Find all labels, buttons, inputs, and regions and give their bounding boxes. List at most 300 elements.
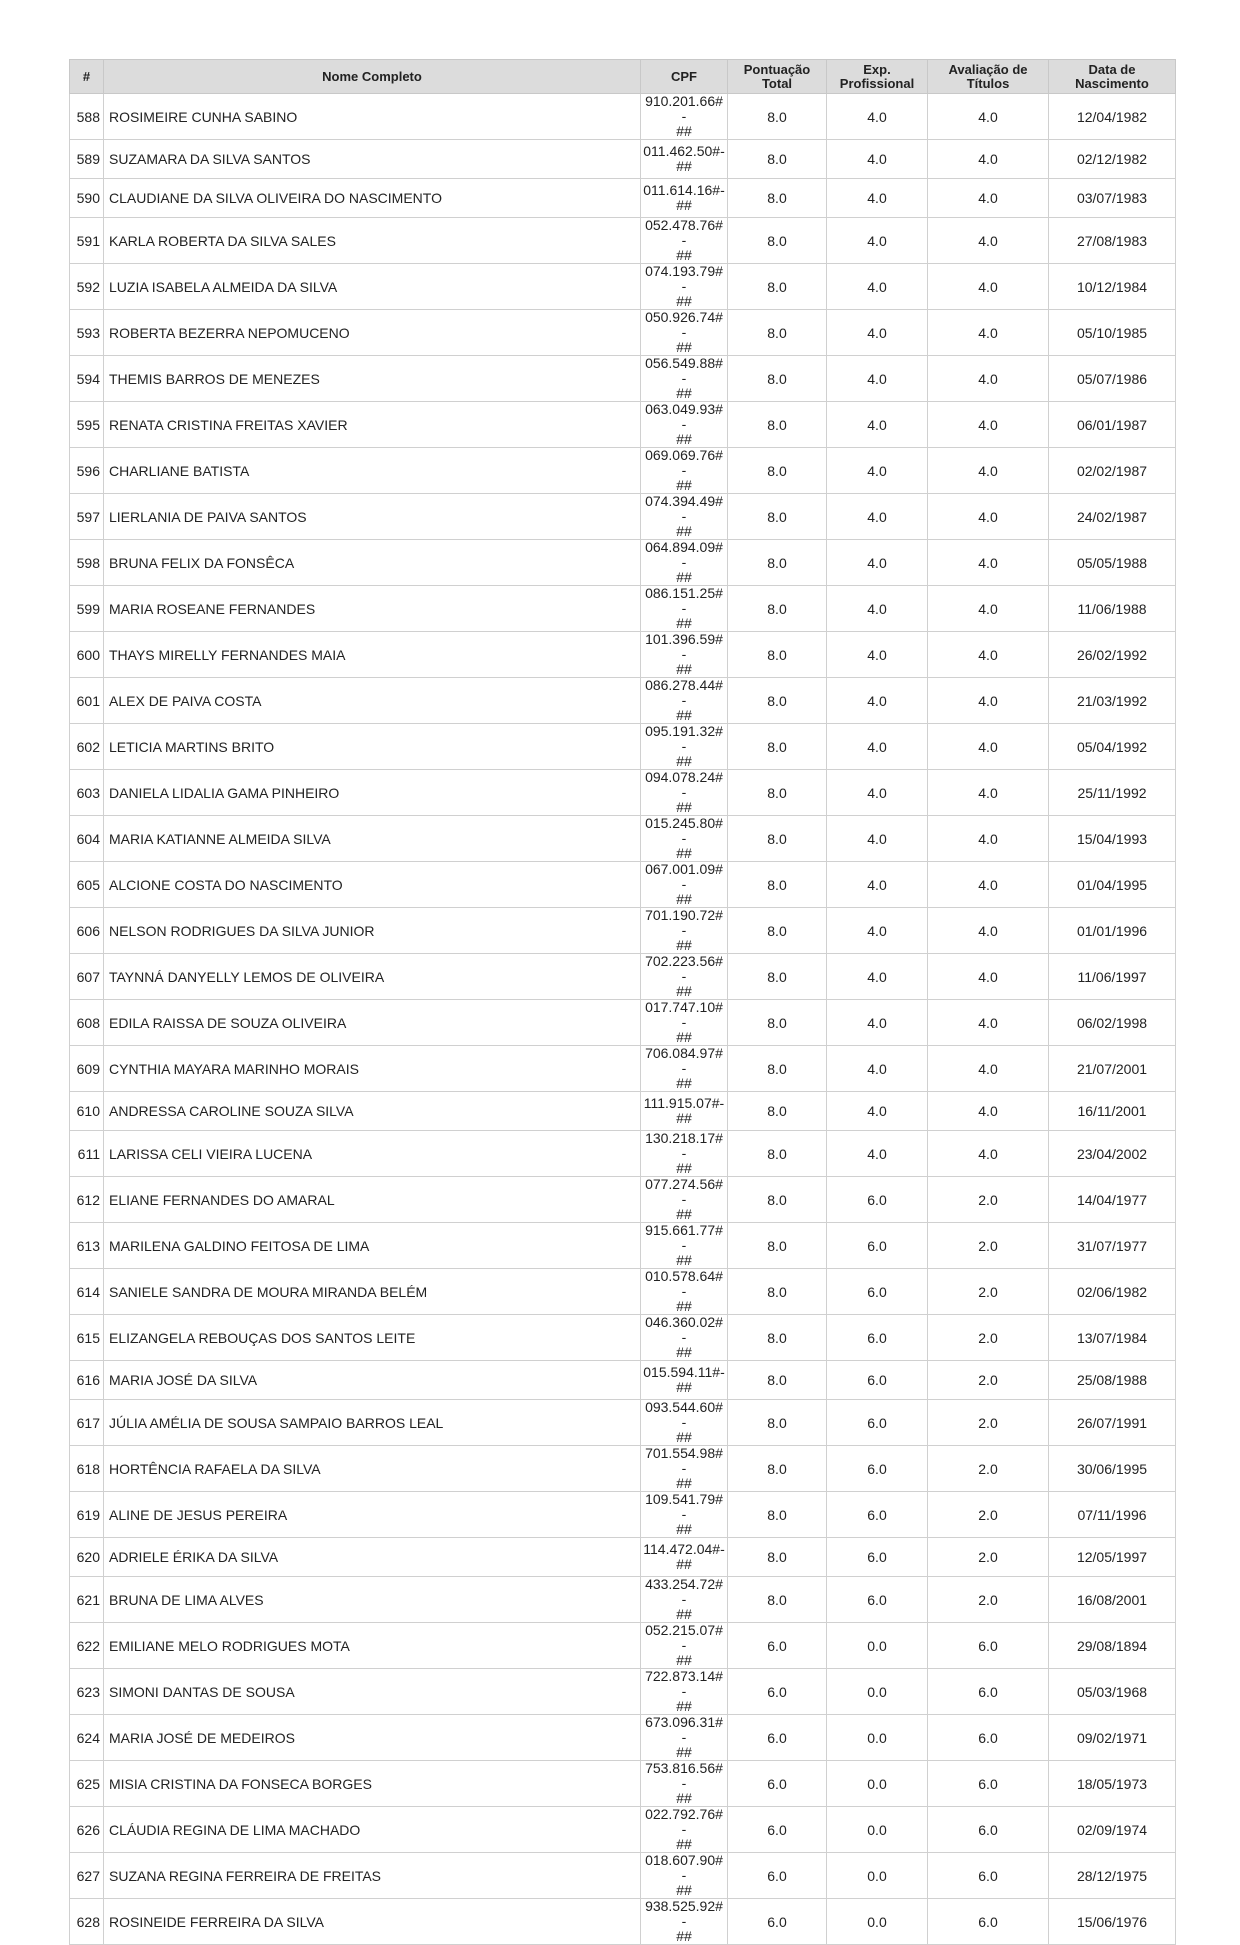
table-row: [70, 1807, 1176, 1853]
row-titles: 2.0: [928, 1269, 1049, 1315]
cpf-line-2: ##: [676, 1882, 692, 1898]
row-birth-date: 02/06/1982: [1049, 1269, 1176, 1315]
row-total-score: 8.0: [728, 632, 827, 678]
cpf-line-1: 015.245.80#-: [645, 815, 723, 846]
row-total-score: 8.0: [728, 862, 827, 908]
row-birth-date: 10/12/1984: [1049, 264, 1176, 310]
table-body: [70, 94, 1176, 1945]
cpf-line-1: 722.873.14#-: [645, 1668, 723, 1699]
cpf-line-2: ##: [676, 1160, 692, 1176]
row-index: 588: [70, 94, 104, 140]
row-index: 628: [70, 1899, 104, 1945]
row-index: 599: [70, 586, 104, 632]
row-full-name: ANDRESSA CAROLINE SOUZA SILVA: [104, 1092, 641, 1131]
row-titles: 6.0: [928, 1715, 1049, 1761]
row-index: 620: [70, 1538, 104, 1577]
cpf-line-2: ##: [676, 431, 692, 447]
row-birth-date: 03/07/1983: [1049, 179, 1176, 218]
cpf-line-1: 114.472.04#-: [643, 1541, 725, 1557]
row-cpf: [641, 1492, 728, 1538]
row-birth-date: 31/07/1977: [1049, 1223, 1176, 1269]
row-titles: 4.0: [928, 1131, 1049, 1177]
row-experience: 0.0: [827, 1623, 928, 1669]
row-titles: 6.0: [928, 1623, 1049, 1669]
row-birth-date: 26/02/1992: [1049, 632, 1176, 678]
cpf-line-2: ##: [676, 707, 692, 723]
row-cpf: [641, 1092, 728, 1131]
row-full-name: ADRIELE ÉRIKA DA SILVA: [104, 1538, 641, 1577]
row-experience: 0.0: [827, 1807, 928, 1853]
row-titles: 4.0: [928, 94, 1049, 140]
row-full-name: THAYS MIRELLY FERNANDES MAIA: [104, 632, 641, 678]
cpf-line-1: 938.525.92#-: [645, 1898, 723, 1929]
table-row: [70, 1853, 1176, 1899]
row-total-score: 8.0: [728, 678, 827, 724]
row-cpf: [641, 632, 728, 678]
row-total-score: 6.0: [728, 1761, 827, 1807]
table-row: [70, 402, 1176, 448]
row-total-score: 8.0: [728, 1538, 827, 1577]
table-row: [70, 540, 1176, 586]
row-birth-date: 23/04/2002: [1049, 1131, 1176, 1177]
row-experience: 4.0: [827, 310, 928, 356]
row-titles: 2.0: [928, 1492, 1049, 1538]
row-index: 612: [70, 1177, 104, 1223]
cpf-line-2: ##: [676, 1252, 692, 1268]
row-index: 608: [70, 1000, 104, 1046]
row-full-name: CLÁUDIA REGINA DE LIMA MACHADO: [104, 1807, 641, 1853]
cpf-line-1: 111.915.07#-: [643, 1095, 725, 1111]
row-full-name: SIMONI DANTAS DE SOUSA: [104, 1669, 641, 1715]
row-index: 614: [70, 1269, 104, 1315]
col-header-cpf: CPF: [641, 60, 728, 94]
row-titles: 2.0: [928, 1223, 1049, 1269]
row-full-name: SUZAMARA DA SILVA SANTOS: [104, 140, 641, 179]
results-table: [69, 59, 1176, 1945]
row-full-name: NELSON RODRIGUES DA SILVA JUNIOR: [104, 908, 641, 954]
row-titles: 4.0: [928, 908, 1049, 954]
row-birth-date: 24/02/1987: [1049, 494, 1176, 540]
cpf-line-2: ##: [676, 891, 692, 907]
cpf-line-2: ##: [676, 615, 692, 631]
row-total-score: 8.0: [728, 94, 827, 140]
cpf-line-1: 086.278.44#-: [645, 677, 723, 708]
table-row: [70, 1669, 1176, 1715]
table-row: [70, 310, 1176, 356]
row-total-score: 8.0: [728, 954, 827, 1000]
row-experience: 6.0: [827, 1269, 928, 1315]
cpf-line-1: 109.541.79#-: [645, 1491, 723, 1522]
cpf-line-1: 067.001.09#-: [645, 861, 723, 892]
row-index: 609: [70, 1046, 104, 1092]
row-birth-date: 16/08/2001: [1049, 1577, 1176, 1623]
cpf-line-1: 093.544.60#-: [645, 1399, 723, 1430]
row-experience: 4.0: [827, 1092, 928, 1131]
row-full-name: ELIZANGELA REBOUÇAS DOS SANTOS LEITE: [104, 1315, 641, 1361]
row-experience: 4.0: [827, 540, 928, 586]
row-full-name: MISIA CRISTINA DA FONSECA BORGES: [104, 1761, 641, 1807]
row-titles: 2.0: [928, 1446, 1049, 1492]
cpf-line-2: ##: [676, 1429, 692, 1445]
row-index: 590: [70, 179, 104, 218]
row-index: 627: [70, 1853, 104, 1899]
cpf-line-2: ##: [676, 385, 692, 401]
cpf-line-2: ##: [676, 1298, 692, 1314]
row-experience: 4.0: [827, 448, 928, 494]
cpf-line-2: ##: [676, 293, 692, 309]
row-cpf: [641, 540, 728, 586]
row-birth-date: 27/08/1983: [1049, 218, 1176, 264]
row-experience: 4.0: [827, 140, 928, 179]
row-titles: 4.0: [928, 264, 1049, 310]
row-titles: 2.0: [928, 1315, 1049, 1361]
table-row: [70, 1623, 1176, 1669]
row-experience: 6.0: [827, 1446, 928, 1492]
row-birth-date: 06/02/1998: [1049, 1000, 1176, 1046]
row-cpf: [641, 1269, 728, 1315]
row-birth-date: 01/04/1995: [1049, 862, 1176, 908]
row-full-name: MARIA JOSÉ DE MEDEIROS: [104, 1715, 641, 1761]
row-birth-date: 30/06/1995: [1049, 1446, 1176, 1492]
cpf-line-2: ##: [676, 661, 692, 677]
row-full-name: EDILA RAISSA DE SOUZA OLIVEIRA: [104, 1000, 641, 1046]
row-total-score: 8.0: [728, 1092, 827, 1131]
cpf-line-2: ##: [676, 937, 692, 953]
table-row: [70, 724, 1176, 770]
table-row: [70, 356, 1176, 402]
row-birth-date: 14/04/1977: [1049, 1177, 1176, 1223]
row-birth-date: 11/06/1997: [1049, 954, 1176, 1000]
row-cpf: [641, 310, 728, 356]
table-row: [70, 494, 1176, 540]
row-birth-date: 21/03/1992: [1049, 678, 1176, 724]
row-birth-date: 01/01/1996: [1049, 908, 1176, 954]
cpf-line-1: 702.223.56#-: [645, 953, 723, 984]
row-experience: 6.0: [827, 1538, 928, 1577]
row-experience: 4.0: [827, 179, 928, 218]
row-total-score: 8.0: [728, 724, 827, 770]
row-full-name: HORTÊNCIA RAFAELA DA SILVA: [104, 1446, 641, 1492]
row-index: 607: [70, 954, 104, 1000]
table-row: [70, 264, 1176, 310]
row-total-score: 8.0: [728, 586, 827, 632]
row-titles: 4.0: [928, 586, 1049, 632]
row-titles: 6.0: [928, 1761, 1049, 1807]
row-index: 621: [70, 1577, 104, 1623]
row-index: 625: [70, 1761, 104, 1807]
row-titles: 6.0: [928, 1807, 1049, 1853]
row-full-name: LUZIA ISABELA ALMEIDA DA SILVA: [104, 264, 641, 310]
cpf-line-1: 130.218.17#-: [645, 1130, 723, 1161]
row-birth-date: 25/08/1988: [1049, 1361, 1176, 1400]
row-cpf: [641, 1361, 728, 1400]
row-index: 617: [70, 1400, 104, 1446]
row-experience: 4.0: [827, 908, 928, 954]
cpf-line-1: 074.193.79#-: [645, 263, 723, 294]
row-full-name: EMILIANE MELO RODRIGUES MOTA: [104, 1623, 641, 1669]
table-row: [70, 140, 1176, 179]
row-birth-date: 12/05/1997: [1049, 1538, 1176, 1577]
row-full-name: LIERLANIA DE PAIVA SANTOS: [104, 494, 641, 540]
table-row: [70, 1177, 1176, 1223]
row-full-name: THEMIS BARROS DE MENEZES: [104, 356, 641, 402]
row-index: 622: [70, 1623, 104, 1669]
cpf-line-2: ##: [676, 1606, 692, 1622]
row-cpf: [641, 218, 728, 264]
row-index: 604: [70, 816, 104, 862]
cpf-line-1: 011.462.50#-: [643, 143, 725, 159]
row-birth-date: 05/05/1988: [1049, 540, 1176, 586]
row-total-score: 8.0: [728, 1361, 827, 1400]
row-birth-date: 18/05/1973: [1049, 1761, 1176, 1807]
row-cpf: [641, 908, 728, 954]
row-experience: 4.0: [827, 954, 928, 1000]
row-birth-date: 21/07/2001: [1049, 1046, 1176, 1092]
row-cpf: [641, 402, 728, 448]
row-experience: 6.0: [827, 1492, 928, 1538]
cpf-line-2: ##: [676, 1521, 692, 1537]
row-total-score: 6.0: [728, 1715, 827, 1761]
cpf-line-1: 701.554.98#-: [645, 1445, 723, 1476]
cpf-line-1: 052.478.76#-: [645, 217, 723, 248]
table-header: [70, 60, 1176, 94]
row-index: 596: [70, 448, 104, 494]
row-total-score: 8.0: [728, 1446, 827, 1492]
row-birth-date: 28/12/1975: [1049, 1853, 1176, 1899]
row-birth-date: 07/11/1996: [1049, 1492, 1176, 1538]
row-total-score: 8.0: [728, 1315, 827, 1361]
cpf-line-2: ##: [676, 799, 692, 815]
table-row: [70, 448, 1176, 494]
row-index: 603: [70, 770, 104, 816]
row-titles: 6.0: [928, 1853, 1049, 1899]
row-total-score: 6.0: [728, 1899, 827, 1945]
row-total-score: 6.0: [728, 1623, 827, 1669]
row-experience: 0.0: [827, 1853, 928, 1899]
row-cpf: [641, 1899, 728, 1945]
cpf-line-1: 086.151.25#-: [645, 585, 723, 616]
row-index: 589: [70, 140, 104, 179]
row-cpf: [641, 356, 728, 402]
row-cpf: [641, 862, 728, 908]
row-titles: 4.0: [928, 862, 1049, 908]
row-index: 592: [70, 264, 104, 310]
row-birth-date: 05/03/1968: [1049, 1669, 1176, 1715]
row-cpf: [641, 1623, 728, 1669]
row-experience: 0.0: [827, 1715, 928, 1761]
cpf-line-2: ##: [676, 197, 692, 213]
row-experience: 4.0: [827, 402, 928, 448]
table-row: [70, 770, 1176, 816]
row-index: 605: [70, 862, 104, 908]
row-birth-date: 25/11/1992: [1049, 770, 1176, 816]
row-total-score: 8.0: [728, 1269, 827, 1315]
row-cpf: [641, 1538, 728, 1577]
table-row: [70, 862, 1176, 908]
row-cpf: [641, 816, 728, 862]
header-row: [70, 60, 1176, 94]
cpf-line-1: 706.084.97#-: [645, 1045, 723, 1076]
row-birth-date: 12/04/1982: [1049, 94, 1176, 140]
cpf-line-1: 010.578.64#-: [645, 1268, 723, 1299]
row-index: 619: [70, 1492, 104, 1538]
row-experience: 0.0: [827, 1669, 928, 1715]
row-birth-date: 09/02/1971: [1049, 1715, 1176, 1761]
table-row: [70, 218, 1176, 264]
row-index: 613: [70, 1223, 104, 1269]
cpf-line-2: ##: [676, 523, 692, 539]
row-total-score: 8.0: [728, 179, 827, 218]
row-full-name: MARILENA GALDINO FEITOSA DE LIMA: [104, 1223, 641, 1269]
cpf-line-2: ##: [676, 1344, 692, 1360]
row-cpf: [641, 1446, 728, 1492]
row-cpf: [641, 1669, 728, 1715]
cpf-line-1: 069.069.76#-: [645, 447, 723, 478]
row-experience: 4.0: [827, 356, 928, 402]
row-experience: 4.0: [827, 862, 928, 908]
row-total-score: 6.0: [728, 1853, 827, 1899]
row-birth-date: 05/07/1986: [1049, 356, 1176, 402]
row-cpf: [641, 724, 728, 770]
table-row: [70, 908, 1176, 954]
cpf-line-1: 015.594.11#-: [643, 1364, 725, 1380]
row-cpf: [641, 264, 728, 310]
row-birth-date: 05/04/1992: [1049, 724, 1176, 770]
row-full-name: KARLA ROBERTA DA SILVA SALES: [104, 218, 641, 264]
row-experience: 6.0: [827, 1400, 928, 1446]
row-cpf: [641, 1853, 728, 1899]
row-titles: 4.0: [928, 140, 1049, 179]
row-total-score: 8.0: [728, 770, 827, 816]
row-titles: 4.0: [928, 218, 1049, 264]
row-cpf: [641, 179, 728, 218]
cpf-line-2: ##: [676, 247, 692, 263]
row-experience: 4.0: [827, 1000, 928, 1046]
cpf-line-2: ##: [676, 1110, 692, 1126]
cpf-line-2: ##: [676, 983, 692, 999]
table-row: [70, 1361, 1176, 1400]
row-total-score: 8.0: [728, 1492, 827, 1538]
table-row: [70, 1577, 1176, 1623]
row-experience: 4.0: [827, 678, 928, 724]
row-titles: 4.0: [928, 448, 1049, 494]
table-row: [70, 1223, 1176, 1269]
col-header-index: #: [70, 60, 104, 94]
cpf-line-1: 701.190.72#-: [645, 907, 723, 938]
row-experience: 4.0: [827, 1131, 928, 1177]
row-cpf: [641, 1046, 728, 1092]
row-index: 624: [70, 1715, 104, 1761]
row-cpf: [641, 1223, 728, 1269]
row-full-name: TAYNNÁ DANYELLY LEMOS DE OLIVEIRA: [104, 954, 641, 1000]
cpf-line-1: 052.215.07#-: [645, 1622, 723, 1653]
cpf-line-2: ##: [676, 1379, 692, 1395]
row-birth-date: 15/04/1993: [1049, 816, 1176, 862]
row-birth-date: 26/07/1991: [1049, 1400, 1176, 1446]
row-index: 610: [70, 1092, 104, 1131]
cpf-line-2: ##: [676, 1206, 692, 1222]
row-index: 601: [70, 678, 104, 724]
table-row: [70, 1899, 1176, 1945]
row-titles: 4.0: [928, 1000, 1049, 1046]
row-full-name: ROSINEIDE FERREIRA DA SILVA: [104, 1899, 641, 1945]
row-experience: 6.0: [827, 1223, 928, 1269]
row-titles: 4.0: [928, 678, 1049, 724]
table-row: [70, 1269, 1176, 1315]
row-index: 611: [70, 1131, 104, 1177]
row-experience: 6.0: [827, 1315, 928, 1361]
cpf-line-2: ##: [676, 1928, 692, 1944]
row-birth-date: 02/12/1982: [1049, 140, 1176, 179]
cpf-line-1: 022.792.76#-: [645, 1806, 723, 1837]
row-birth-date: 02/02/1987: [1049, 448, 1176, 494]
row-birth-date: 02/09/1974: [1049, 1807, 1176, 1853]
cpf-line-1: 433.254.72#-: [645, 1576, 723, 1607]
row-titles: 4.0: [928, 540, 1049, 586]
row-titles: 4.0: [928, 1046, 1049, 1092]
table-row: [70, 632, 1176, 678]
row-full-name: BRUNA FELIX DA FONSÊCA: [104, 540, 641, 586]
table-row: [70, 1715, 1176, 1761]
row-cpf: [641, 1177, 728, 1223]
row-full-name: RENATA CRISTINA FREITAS XAVIER: [104, 402, 641, 448]
row-experience: 4.0: [827, 94, 928, 140]
cpf-line-2: ##: [676, 1556, 692, 1572]
row-experience: 0.0: [827, 1899, 928, 1945]
table-row: [70, 1538, 1176, 1577]
row-full-name: ROSIMEIRE CUNHA SABINO: [104, 94, 641, 140]
row-total-score: 8.0: [728, 1131, 827, 1177]
cpf-line-1: 063.049.93#-: [645, 401, 723, 432]
table-row: [70, 179, 1176, 218]
table-row: [70, 1400, 1176, 1446]
row-index: 600: [70, 632, 104, 678]
row-index: 615: [70, 1315, 104, 1361]
table-row: [70, 678, 1176, 724]
cpf-line-2: ##: [676, 845, 692, 861]
row-full-name: CYNTHIA MAYARA MARINHO MORAIS: [104, 1046, 641, 1092]
row-titles: 4.0: [928, 402, 1049, 448]
row-full-name: MARIA JOSÉ DA SILVA: [104, 1361, 641, 1400]
row-experience: 6.0: [827, 1361, 928, 1400]
cpf-line-2: ##: [676, 1075, 692, 1091]
row-total-score: 8.0: [728, 218, 827, 264]
cpf-line-2: ##: [676, 477, 692, 493]
row-experience: 4.0: [827, 264, 928, 310]
row-full-name: CLAUDIANE DA SILVA OLIVEIRA DO NASCIMENTO: [104, 179, 641, 218]
row-cpf: [641, 494, 728, 540]
row-full-name: JÚLIA AMÉLIA DE SOUSA SAMPAIO BARROS LEAL: [104, 1400, 641, 1446]
row-cpf: [641, 1131, 728, 1177]
cpf-line-2: ##: [676, 1652, 692, 1668]
row-titles: 4.0: [928, 1092, 1049, 1131]
row-full-name: ALCIONE COSTA DO NASCIMENTO: [104, 862, 641, 908]
table-row: [70, 586, 1176, 632]
cpf-line-2: ##: [676, 1836, 692, 1852]
row-cpf: [641, 678, 728, 724]
row-total-score: 8.0: [728, 908, 827, 954]
table-row: [70, 954, 1176, 1000]
row-titles: 2.0: [928, 1577, 1049, 1623]
row-total-score: 8.0: [728, 1577, 827, 1623]
row-experience: 4.0: [827, 724, 928, 770]
row-titles: 4.0: [928, 356, 1049, 402]
cpf-line-1: 753.816.56#-: [645, 1760, 723, 1791]
row-total-score: 6.0: [728, 1669, 827, 1715]
cpf-line-1: 064.894.09#-: [645, 539, 723, 570]
row-cpf: [641, 1807, 728, 1853]
row-full-name: MARIA KATIANNE ALMEIDA SILVA: [104, 816, 641, 862]
